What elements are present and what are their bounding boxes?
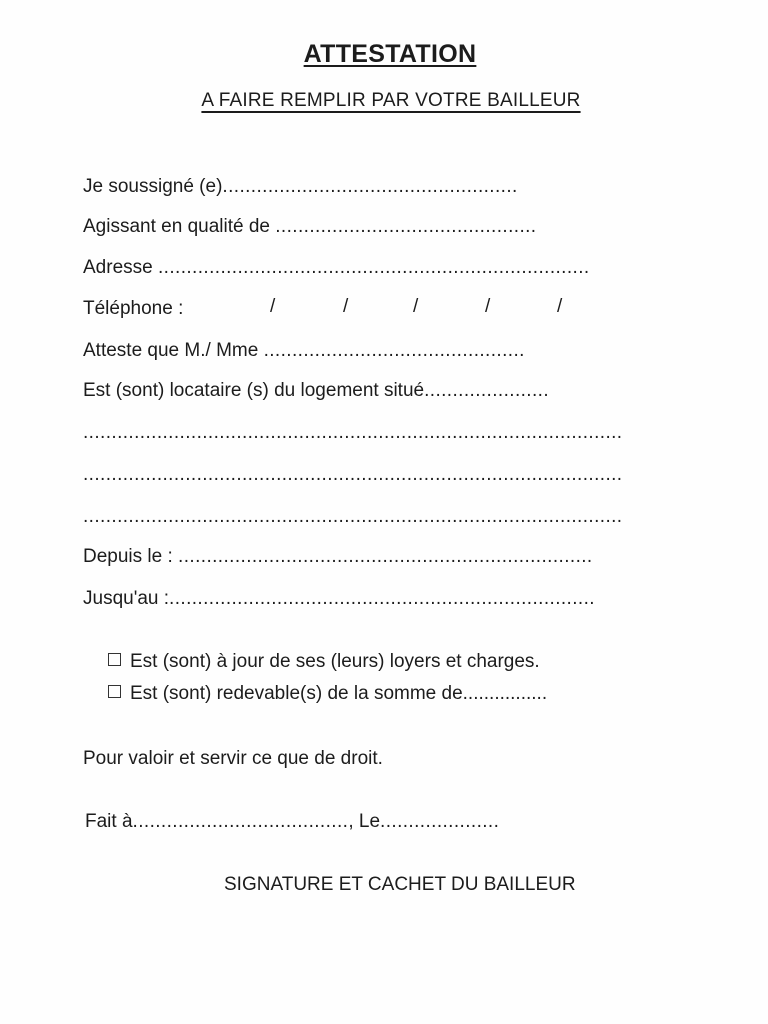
document-subtitle: A FAIRE REMPLIR PAR VOTRE BAILLEUR [201,90,581,111]
field-label: Agissant en qualité de [83,216,276,237]
checkbox-icon[interactable] [108,685,121,698]
fill-line[interactable]: ...................... [424,380,550,401]
field-adresse [83,257,668,279]
document-title: ATTESTATION [303,40,477,68]
field-address-line-3 [83,506,668,528]
checkbox-icon[interactable] [108,653,121,666]
field-telephone [83,298,668,320]
field-address-line-2 [83,464,668,486]
field-label: Depuis le : [83,546,179,567]
field-soussigne [83,176,668,198]
field-label: Atteste que M./ Mme [83,340,264,361]
fill-line[interactable]: ............................................................................................... [83,422,623,443]
phone-separator: / [557,296,563,317]
field-label-date: , Le [348,811,381,832]
fill-line[interactable]: ............................................................................................... [83,506,623,527]
checkbox-a-jour[interactable] [108,651,540,673]
field-label: Adresse [83,257,158,278]
field-atteste [83,340,668,362]
document-subtitle-wrap [0,90,768,112]
fill-line[interactable]: ............................................................................ [157,257,590,278]
field-qualite [83,216,668,238]
fill-line-place[interactable]: ...................................... [132,811,349,832]
field-fait-a [85,811,670,833]
field-label: Fait à [85,811,133,832]
phone-separator: / [413,296,419,317]
field-jusquau [83,588,668,610]
field-label: Téléphone : [83,298,184,319]
statement-text: Pour valoir et servir ce que de droit. [83,748,383,769]
statement [83,748,668,770]
checkbox-label: Est (sont) à jour de ses (leurs) loyers et charges. [130,651,540,672]
fill-line[interactable]: .............................................. [263,340,525,361]
field-label: Je soussigné (e) [83,176,223,197]
phone-separator: / [485,296,491,317]
fill-line[interactable]: .............................................. [275,216,537,237]
field-label: Jusqu'au : [83,588,170,609]
checkbox-redevable[interactable] [108,683,547,705]
fill-line[interactable]: ........................................................................... [169,588,595,609]
fill-line[interactable]: ......................................................................... [178,546,593,567]
phone-separator: / [270,296,276,317]
field-locataire [83,380,668,402]
field-depuis [83,546,668,568]
fill-line[interactable]: .................................................... [222,176,518,197]
fill-line[interactable]: ............................................................................................... [83,464,623,485]
checkbox-label: Est (sont) redevable(s) de la somme de [130,683,463,704]
phone-separator: / [343,296,349,317]
document-title-wrap [0,40,768,69]
field-label: Est (sont) locataire (s) du logement situé [83,380,425,401]
fill-line-date[interactable]: ..................... [380,811,500,832]
fill-line[interactable]: ................ [462,683,548,704]
signature-caption: SIGNATURE ET CACHET DU BAILLEUR [224,874,576,895]
field-address-line-1 [83,422,668,444]
